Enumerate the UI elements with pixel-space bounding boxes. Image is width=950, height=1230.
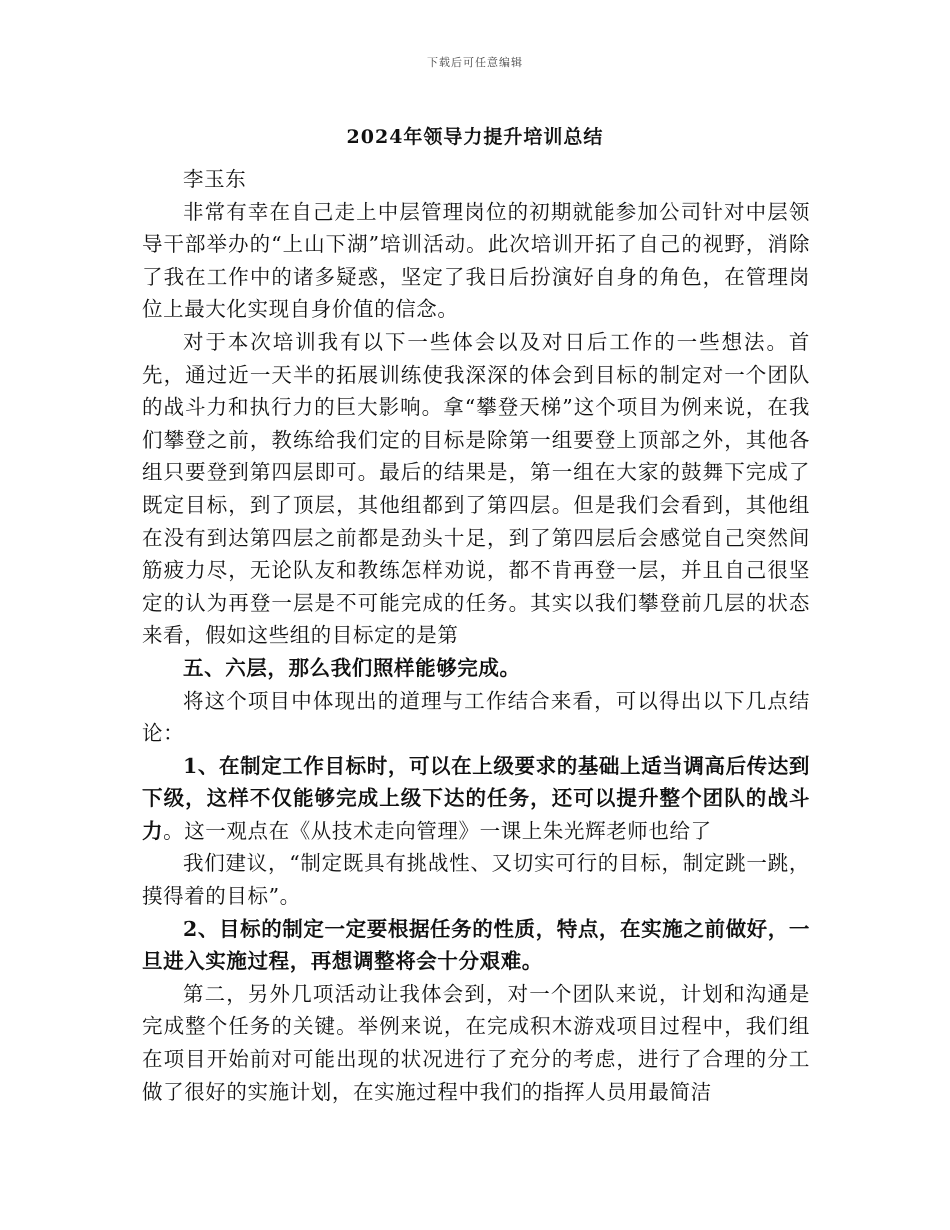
paragraph-second-point: 第二，另外几项活动让我体会到，对一个团队来说，计划和沟通是完成整个任务的关键。举例来说，在完成积木游戏项目过程中，我们组在项目开始前对可能出现的状况进行了充分的考虑，进行了合理的分工做了很好的实施计划，在实施过程中我们的指挥人员用最简洁 bbox=[142, 981, 810, 1104]
paragraph-quote: 我们建议，“制定既具有挑战性、又切实可行的目标，制定跳一跳，摸得着的目标”。 bbox=[142, 851, 810, 909]
point-1-rest-text: 。这一观点在《从技术走向管理》一课上朱光辉老师也给了 bbox=[163, 818, 712, 843]
point-1-bold-text: 1、在制定工作目标时，可以在上级要求的基础上适当调高后传达到下级，这样不仅能够完成上级下达的任务，还可以提升整个团队的战斗力 bbox=[142, 753, 810, 843]
paragraph-lead-in: 将这个项目中体现出的道理与工作结合来看，可以得出以下几点结论： bbox=[142, 688, 810, 746]
paragraph-intro: 非常有幸在自己走上中层管理岗位的初期就能参加公司针对中层领导干部举办的“上山下湖”培训活动。此次培训开拓了自己的视野，消除了我在工作中的诸多疑惑，坚定了我日后扮演好自身的角色，在管理岗位上最大化实现自身价值的信念。 bbox=[142, 199, 810, 322]
paragraph-point-2: 2、目标的制定一定要根据任务的性质，特点，在实施之前做好，一旦进入实施过程，再想调整将会十分艰难。 bbox=[142, 916, 810, 974]
document-title: 2024年领导力提升培训总结 bbox=[346, 126, 604, 148]
header-note: 下载后可任意编辑 bbox=[427, 56, 523, 69]
paragraph-conclusion-bold: 五、六层，那么我们照样能够完成。 bbox=[183, 655, 521, 680]
author-line: 李玉东 bbox=[183, 167, 247, 191]
paragraph-point-1 bbox=[142, 750, 810, 848]
document-body bbox=[142, 163, 810, 1108]
paragraph-first-point: 对于本次培训我有以下一些体会以及对日后工作的一些想法。首先，通过近一天半的拓展训练使我深深的体会到目标的制定对一个团队的战斗力和执行力的巨大影响。拿“攀登天梯”这个项目为例来说，在我们攀登之前，教练给我们定的目标是除第一组要登上顶部之外，其他各组只要登到第四层即可。最后的结果是，第一组在大家的鼓舞下完成了既定目标，到了顶层，其他组都到了第四层。但是我们会看到，其他组在没有到达第四层之前都是劲头十足，到了第四层后会感觉自己突然间筋疲力尽，无论队友和教练怎样劝说，都不肯再登一层，并且自己很坚定的认为再登一层是不可能完成的任务。其实以我们攀登前几层的状态来看，假如这些组的目标定的是第 bbox=[142, 329, 810, 648]
